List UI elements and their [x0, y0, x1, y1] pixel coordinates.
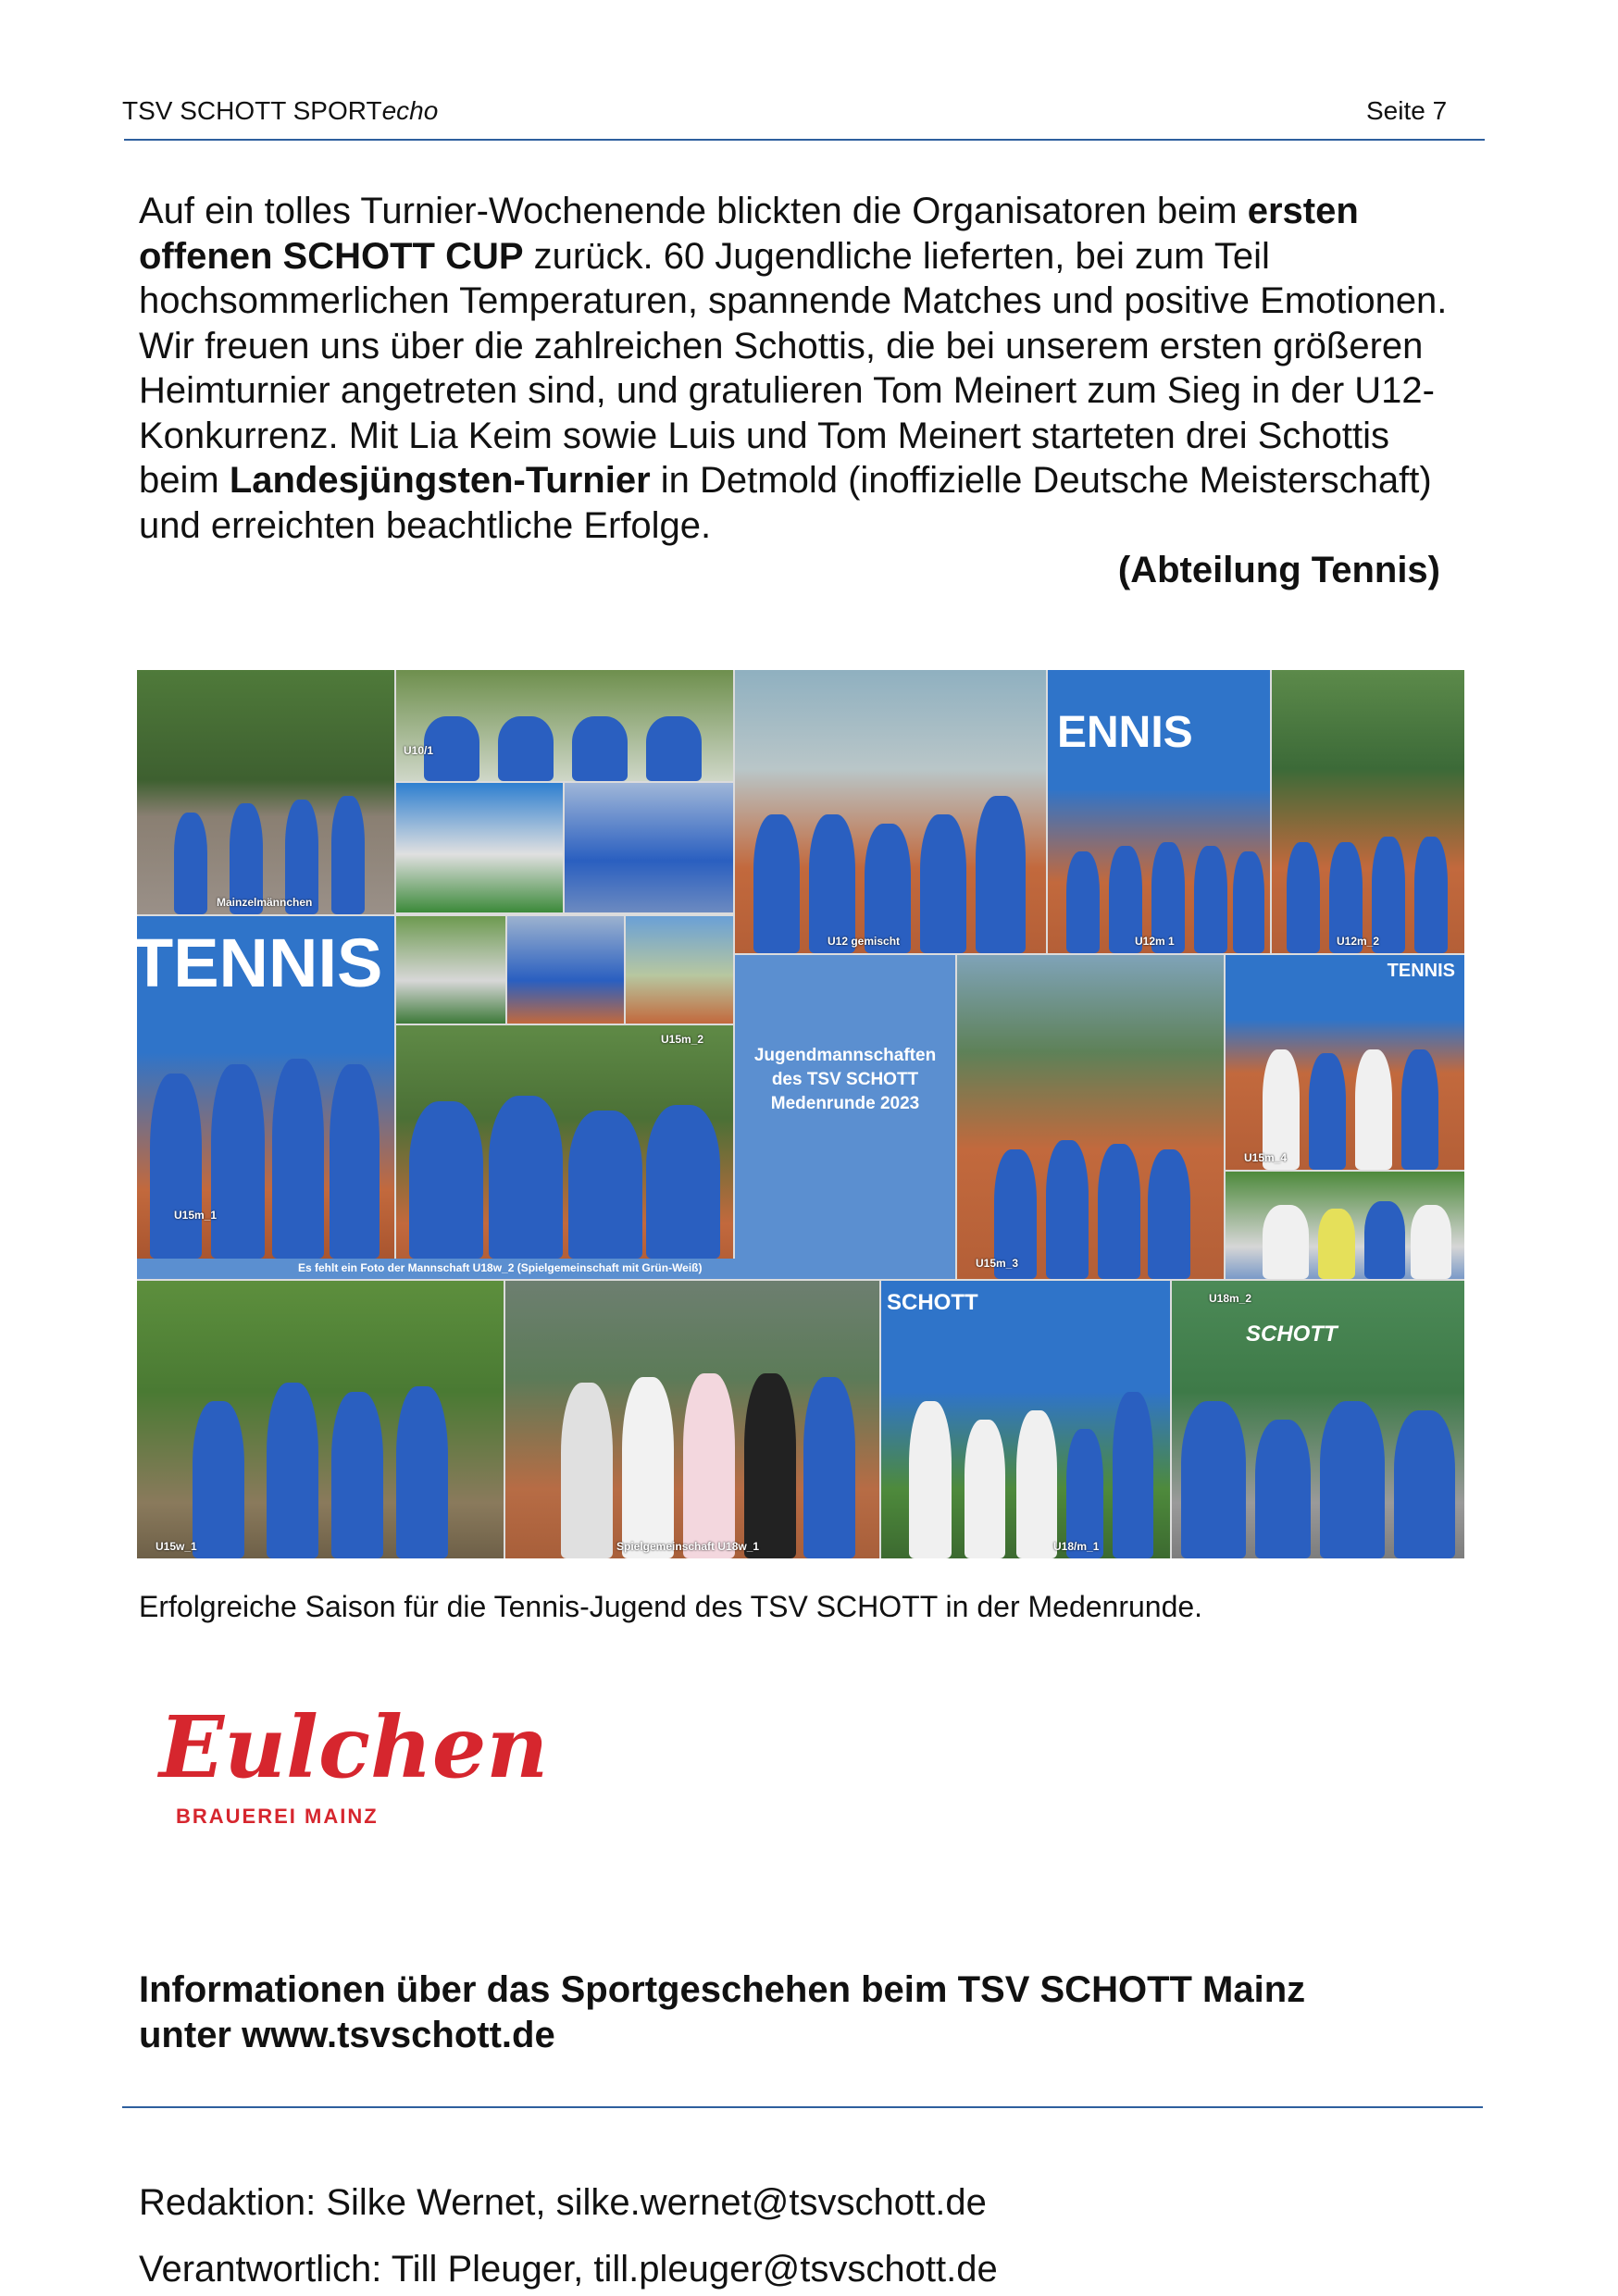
photo-u10-small-1	[396, 783, 563, 912]
label-u15m4: U15m_4	[1244, 1151, 1288, 1164]
photo-u15m2	[396, 1025, 733, 1259]
collage-title-panel	[735, 955, 955, 1259]
eulchen-logo	[156, 1684, 549, 1842]
banner-schott-2: SCHOTT	[1246, 1322, 1338, 1347]
missing-photo-note-strip	[137, 1259, 955, 1279]
collage-title-line-1: Jugendmannschaften	[753, 1046, 937, 1065]
article-paragraph	[139, 189, 1453, 548]
label-u12-gemischt: U12 gemischt	[828, 935, 901, 948]
article-text-1: Auf ein tolles Turnier-Wochenende blickten die Organisatoren beim	[139, 191, 1248, 231]
photo-collage	[131, 670, 1464, 1558]
label-u18m2: U18m_2	[1209, 1292, 1252, 1305]
info-line-2: unter www.tsvschott.de	[139, 2015, 555, 2055]
collage-title-line-3: Medenrunde 2023	[770, 1094, 920, 1113]
running-header-title	[122, 96, 438, 126]
photo-u10	[396, 670, 733, 781]
header-title-main: TSV SCHOTT SPORT	[122, 96, 382, 125]
footer-verantwortlich: Verantwortlich: Till Pleuger, till.pleuger@tsvschott.de	[139, 2249, 998, 2290]
article-bold-schott-cup: ersten offenen SCHOTT CUP	[139, 191, 1359, 277]
collage-title-line-2: des TSV SCHOTT	[771, 1070, 919, 1089]
label-u15m2: U15m_2	[661, 1033, 704, 1046]
photo-u15w1	[137, 1281, 504, 1558]
photo-u15m3	[957, 955, 1224, 1279]
photo-mainzelmaennchen	[137, 670, 394, 914]
footer-redaktion: Redaktion: Silke Wernet, silke.wernet@tsvschott.de	[139, 2182, 987, 2223]
photo-u15m1	[131, 916, 394, 1259]
label-u12m2: U12m_2	[1337, 935, 1380, 948]
article-text-3: in Detmold (inoffizielle Deutsche Meisterschaft) und erreichten beachtliche Erfolge.	[139, 460, 1432, 546]
label-u15m3: U15m_3	[976, 1257, 1019, 1270]
photo-u12-gemischt	[735, 670, 1046, 953]
photo-sg-u18w1	[505, 1281, 879, 1558]
footer-divider	[122, 2106, 1483, 2108]
logo-sub: BRAUEREI MAINZ	[176, 1805, 379, 1828]
photo-u18m2	[1172, 1281, 1464, 1558]
article-bold-landesjuengsten: Landesjüngsten-Turnier	[229, 460, 651, 501]
photo-u10-small-2	[565, 783, 733, 912]
banner-schott: SCHOTT	[887, 1290, 978, 1315]
label-mainzelmaennchen: Mainzelmännchen	[217, 896, 313, 909]
article-signature: (Abteilung Tennis)	[1117, 550, 1440, 590]
header-title-echo: echo	[381, 96, 439, 125]
logo-wordmark: Eulchen	[159, 1697, 549, 1797]
header-divider	[124, 139, 1485, 141]
photo-u15m4-small	[1226, 1172, 1464, 1279]
label-u12m1: U12m 1	[1135, 935, 1175, 948]
label-u18m1: U18/m_1	[1053, 1540, 1100, 1553]
eulchen-logo-graphic	[156, 1684, 549, 1842]
label-u15m1: U15m_1	[174, 1209, 218, 1222]
photo-u15m4	[1226, 955, 1464, 1170]
missing-photo-note: Es fehlt ein Foto der Mannschaft U18w_2 (Spielgemeinschaft mit Grün-Weiß)	[298, 1261, 703, 1274]
label-sg-u18w1: Spielgemeinschaft U18w_1	[616, 1540, 760, 1553]
photo-small-c	[626, 916, 733, 1024]
photo-small-b	[507, 916, 624, 1024]
banner-tennis-large: TENNIS	[131, 925, 383, 1001]
label-u15w1: U15w_1	[156, 1540, 197, 1553]
photo-u12m2	[1272, 670, 1464, 953]
photo-small-a	[396, 916, 505, 1024]
banner-ennis: ENNIS	[1057, 708, 1193, 757]
label-u10: U10/1	[404, 744, 434, 757]
info-block	[139, 1967, 1472, 2058]
page-number: Seite 7	[1366, 96, 1448, 125]
photo-u18m1	[881, 1281, 1170, 1558]
collage-caption: Erfolgreiche Saison für die Tennis-Jugend des TSV SCHOTT in der Medenrunde.	[139, 1590, 1203, 1623]
photo-u12m1	[1048, 670, 1270, 953]
article-text-2: zurück. 60 Jugendliche lieferten, bei zum Teil hochsommerlichen Temperaturen, spannende Matches und positive Emotionen. Wir freuen uns über die zahlreichen Schottis, die bei unserem ersten größeren Heimturnier angetreten sind, und gratulieren Tom Meinert zum Sieg in der U12-Konkurrenz. Mit Lia Keim sowie Luis und Tom Meinert starteten drei Schottis beim	[139, 235, 1448, 501]
banner-tennis-small: TENNIS	[1387, 961, 1455, 981]
info-line-1: Informationen über das Sportgeschehen beim TSV SCHOTT Mainz	[139, 1969, 1306, 2010]
